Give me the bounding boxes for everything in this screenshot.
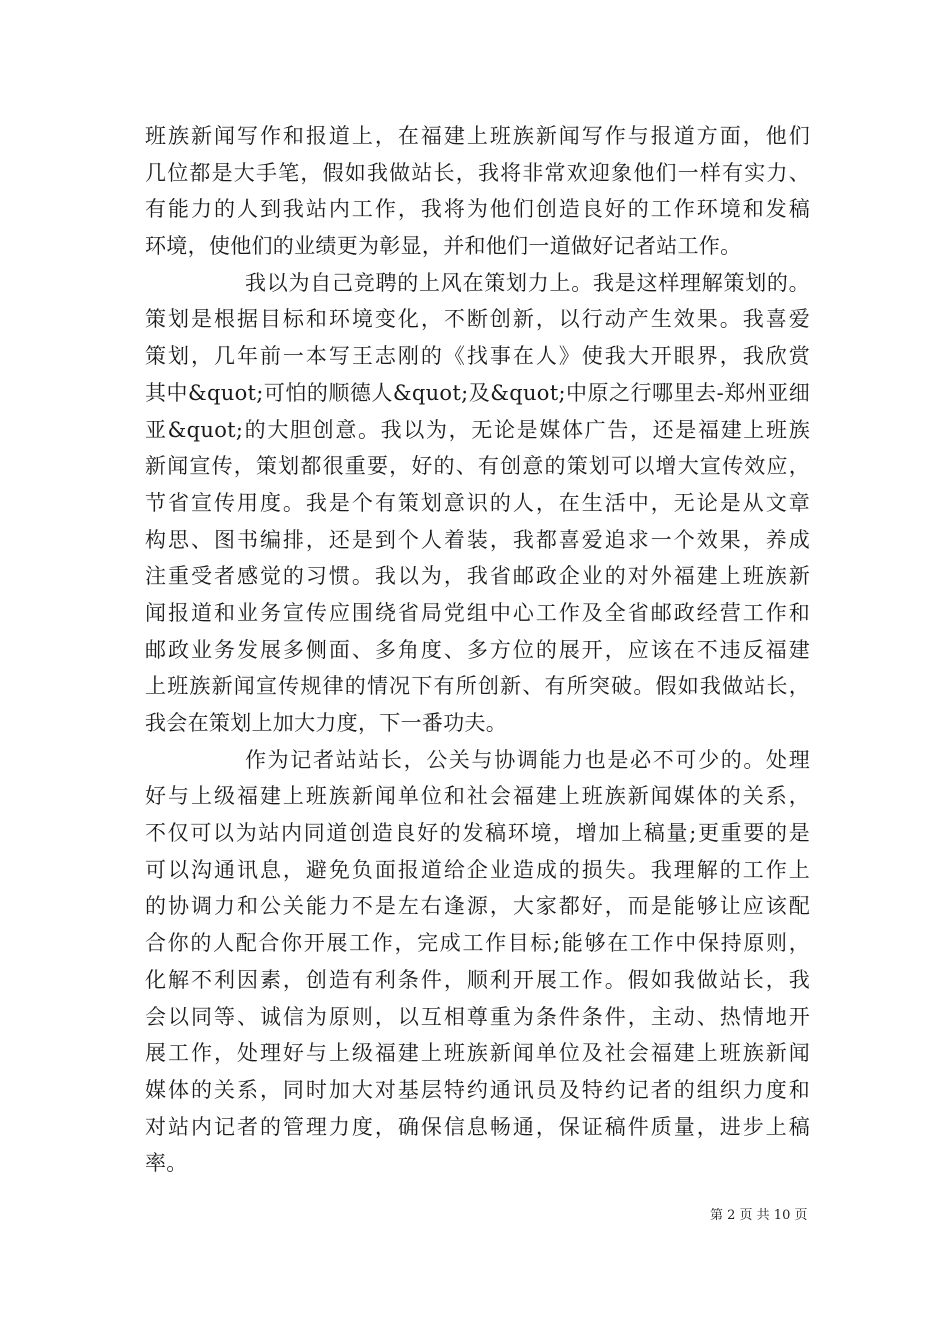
text-line: 几位都是大手笔，假如我做站长，我将非常欢迎象他们一样有实力、 bbox=[145, 160, 810, 185]
document-body bbox=[145, 118, 810, 1182]
text-line: 我以为自己竞聘的上风在策划力上。我是这样理解策划的。 bbox=[245, 270, 810, 295]
text-line: 好与上级福建上班族新闻单位和社会福建上班族新闻媒体的关系， bbox=[145, 784, 810, 809]
text-line: 亚&quot;的大胆创意。我以为，无论是媒体广告，还是福建上班族 bbox=[145, 417, 810, 442]
text-line: 环境，使他们的业绩更为彰显，并和他们一道做好记者站工作。 bbox=[145, 234, 742, 259]
text-line: 我会在策划上加大力度，下一番功夫。 bbox=[145, 711, 508, 735]
text-line: 构思、图书编排，还是到个人着装，我都喜爱追求一个效果，养成 bbox=[145, 527, 810, 552]
text-line: 策划是根据目标和环境变化，不断创新，以行动产生效果。我喜爱 bbox=[145, 307, 810, 332]
text-line: 对站内记者的管理力度，确保信息畅通，保证稿件质量，进步上稿 bbox=[145, 1114, 810, 1139]
text-line: 不仅可以为站内同道创造良好的发稿环境，增加上稿量;更重要的是 bbox=[145, 821, 810, 846]
text-line: 闻报道和业务宣传应围绕省局党组中心工作及全省邮政经营工作和 bbox=[145, 600, 810, 625]
text-line: 注重受者感觉的习惯。我以为，我省邮政企业的对外福建上班族新 bbox=[145, 564, 810, 589]
text-line: 上班族新闻宣传规律的情况下有所创新、有所突破。假如我做站长， bbox=[145, 674, 810, 699]
text-line: 的协调力和公关能力不是左右逢源，大家都好，而是能够让应该配 bbox=[145, 894, 810, 919]
text-line: 化解不利因素，创造有利条件，顺利开展工作。假如我做站长，我 bbox=[145, 967, 810, 992]
text-line: 率。 bbox=[145, 1151, 188, 1176]
text-line: 作为记者站站长，公关与协调能力也是必不可少的。处理 bbox=[245, 747, 810, 772]
text-line: 其中&quot;可怕的顺德人&quot;及&quot;中原之行哪里去-郑州亚细 bbox=[145, 380, 810, 405]
text-line: 可以沟通讯息，避免负面报道给企业造成的损失。我理解的工作上 bbox=[145, 857, 810, 882]
text-line: 展工作，处理好与上级福建上班族新闻单位及社会福建上班族新闻 bbox=[145, 1041, 810, 1066]
page-number: 第 2 页 共 10 页 bbox=[710, 1208, 808, 1223]
text-line: 有能力的人到我站内工作，我将为他们创造良好的工作环境和发稿 bbox=[145, 197, 810, 222]
text-line: 新闻宣传，策划都很重要，好的、有创意的策划可以增大宣传效应， bbox=[145, 454, 810, 479]
text-line: 节省宣传用度。我是个有策划意识的人，在生活中，无论是从文章 bbox=[145, 490, 810, 515]
text-line: 媒体的关系，同时加大对基层特约通讯员及特约记者的组织力度和 bbox=[145, 1077, 810, 1102]
text-line: 班族新闻写作和报道上，在福建上班族新闻写作与报道方面，他们 bbox=[145, 124, 810, 148]
text-line: 合你的人配合你开展工作，完成工作目标;能够在工作中保持原则， bbox=[145, 931, 810, 956]
text-line: 策划，几年前一本写王志刚的《找事在人》使我大开眼界，我欣赏 bbox=[145, 344, 810, 369]
text-line: 邮政业务发展多侧面、多角度、多方位的展开，应该在不违反福建 bbox=[145, 637, 810, 662]
text-line: 会以同等、诚信为原则，以互相尊重为条件条件，主动、热情地开 bbox=[145, 1004, 810, 1029]
